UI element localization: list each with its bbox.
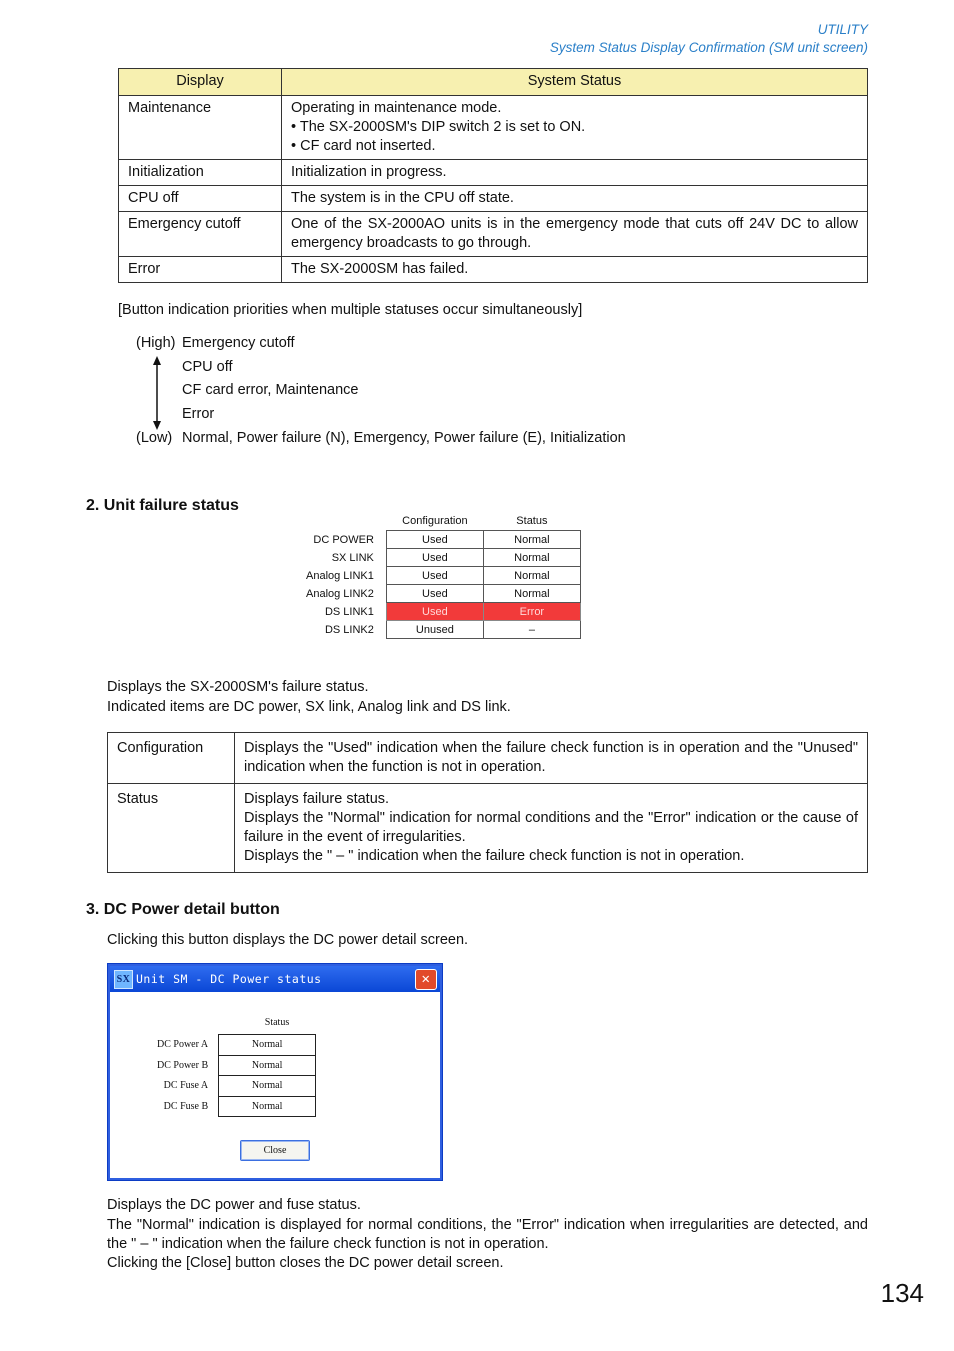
col-status-header: System Status <box>282 69 868 96</box>
status-line: The system is in the CPU off state. <box>291 190 514 206</box>
config-cell: Used <box>386 603 483 621</box>
table-row <box>156 1055 316 1076</box>
row-status <box>282 160 868 186</box>
close-button[interactable]: Close <box>240 1140 310 1161</box>
row-status <box>282 96 868 160</box>
priority-title: [Button indication priorities when multiple statuses occur simultaneously] <box>118 302 583 318</box>
row-status <box>282 212 868 257</box>
table-row <box>156 1076 316 1097</box>
section2-desc1: Displays the SX-2000SM's failure status. <box>107 679 369 695</box>
row-label: DC Fuse A <box>163 1080 209 1092</box>
table-row <box>300 549 580 567</box>
sx-logo-icon: SX <box>114 970 133 989</box>
section3-desc3: Clicking the [Close] button closes the DC power detail screen. <box>107 1255 504 1271</box>
config-cell: Used <box>386 531 483 549</box>
status-line: One of the SX-2000AO units is in the emergency mode that cuts off 24V DC to allow emergency broadcasts to go through. <box>291 216 858 251</box>
table-row <box>156 1096 316 1117</box>
status-cell: Normal <box>219 1096 316 1117</box>
priority-item: CPU off <box>182 359 233 375</box>
page-number: 134 <box>880 1278 924 1308</box>
status-cell: Normal <box>219 1055 316 1076</box>
status-line: The SX-2000SM has failed. <box>291 261 469 277</box>
text-line: Displays the "Used" indication when the failure check function is in operation and the "Unused" indication when the function is not in operation. <box>244 740 858 775</box>
priority-arrow-icon <box>150 356 164 430</box>
section3-desc2: The "Normal" indication is displayed for normal conditions, the "Error" indication when irregularities are detected, and the " – " indication when the failure check function is not in operation. <box>107 1217 868 1252</box>
dc-power-table <box>156 1034 316 1117</box>
config-info-table <box>107 732 868 873</box>
status-cell: Normal <box>483 549 580 567</box>
priority-item: Error <box>182 406 215 422</box>
row-label: DS LINK1 <box>324 605 374 618</box>
config-cell: Used <box>386 567 483 585</box>
status-cell-error: Error <box>483 603 580 621</box>
row-status <box>282 257 868 283</box>
unit-failure-table <box>300 512 581 639</box>
row-label: DC POWER <box>313 533 374 546</box>
section2-desc2: Indicated items are DC power, SX link, Analog link and DS link. <box>107 699 511 715</box>
col-display-header: Display <box>119 69 282 96</box>
status-line: Initialization in progress. <box>291 164 447 180</box>
status-line: • The SX-2000SM's DIP switch 2 is set to ON. <box>291 119 586 135</box>
row-label: Analog LINK1 <box>306 569 374 582</box>
row-name: Configuration <box>108 733 235 784</box>
row-status <box>282 186 868 212</box>
row-display: Maintenance <box>119 96 282 160</box>
config-cell: Used <box>386 585 483 603</box>
section2-heading: 2. Unit failure status <box>86 497 239 514</box>
row-label: DC Fuse B <box>163 1100 209 1112</box>
table-row <box>119 96 868 160</box>
table-row <box>108 733 868 784</box>
text-line: Displays the " – " indication when the failure check function is not in operation. <box>244 848 745 864</box>
status-cell: Normal <box>219 1035 316 1056</box>
section3-desc1: Displays the DC power and fuse status. <box>107 1197 361 1213</box>
row-label: DC Power B <box>157 1059 209 1071</box>
row-name: Status <box>108 784 235 873</box>
header-section: UTILITY <box>817 22 868 37</box>
row-label: Analog LINK2 <box>306 587 374 600</box>
row-label: DS LINK2 <box>324 623 374 636</box>
priority-item: CF card error, Maintenance <box>182 382 359 398</box>
priority-low-label: (Low) <box>136 430 173 446</box>
table-row <box>156 1035 316 1056</box>
table-row <box>300 621 580 639</box>
table-row <box>119 186 868 212</box>
window-titlebar <box>110 966 440 992</box>
table-row <box>300 585 580 603</box>
col-status-header: Status <box>264 1017 290 1028</box>
text-line: Displays failure status. <box>244 791 390 807</box>
priority-high-label: (High) <box>136 335 176 351</box>
text-line: Displays the "Normal" indication for normal conditions and the "Error" indication or the cause of failure in the event of irregularities. <box>244 810 858 845</box>
header-subtitle: System Status Display Confirmation (SM unit screen) <box>549 40 868 55</box>
table-row <box>300 567 580 585</box>
config-cell: Used <box>386 549 483 567</box>
table-row <box>108 784 868 873</box>
row-label: SX LINK <box>331 551 374 564</box>
status-cell: Normal <box>219 1076 316 1097</box>
window-title: Unit SM - DC Power status <box>136 972 322 986</box>
status-line: Operating in maintenance mode. <box>291 100 502 116</box>
row-text <box>235 733 868 784</box>
row-display: Initialization <box>119 160 282 186</box>
dc-power-status-window <box>107 963 443 1181</box>
table-row <box>119 212 868 257</box>
status-cell: Normal <box>483 585 580 603</box>
section3-intro: Clicking this button displays the DC power detail screen. <box>107 932 469 948</box>
config-cell: Unused <box>386 621 483 639</box>
table-row <box>119 257 868 283</box>
section3-heading: 3. DC Power detail button <box>86 901 280 918</box>
table-row <box>119 160 868 186</box>
row-text <box>235 784 868 873</box>
status-line: • CF card not inserted. <box>291 138 436 154</box>
col-status-header: Status <box>516 515 548 527</box>
close-icon[interactable]: ✕ <box>415 969 437 990</box>
col-configuration-header: Configuration <box>402 515 468 527</box>
priority-item: Normal, Power failure (N), Emergency, Power failure (E), Initialization <box>182 430 626 446</box>
table-row <box>300 531 580 549</box>
priority-item: Emergency cutoff <box>182 335 295 351</box>
system-status-table <box>118 68 868 283</box>
table-row <box>300 603 580 621</box>
row-display: Emergency cutoff <box>119 212 282 257</box>
row-label: DC Power A <box>157 1039 209 1051</box>
status-cell: Normal <box>483 531 580 549</box>
row-display: Error <box>119 257 282 283</box>
status-cell: – <box>483 621 580 639</box>
row-display: CPU off <box>119 186 282 212</box>
status-cell: Normal <box>483 567 580 585</box>
